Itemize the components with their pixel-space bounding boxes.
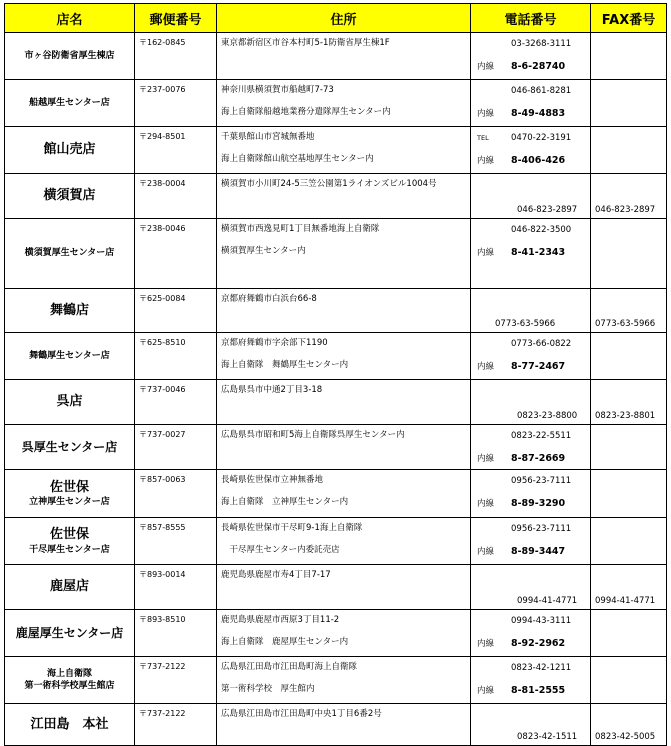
header-phone: 電話番号 (471, 4, 591, 33)
fax (591, 425, 667, 470)
table-row (5, 518, 667, 565)
fax (591, 518, 667, 565)
fax (591, 333, 667, 380)
phone: 046-861-8281 内線 8-49-4883 (471, 80, 591, 127)
postal-code: 〒238-0004 (135, 174, 217, 219)
table-row (5, 289, 667, 333)
address: 広島県江田島市江田島町中央1丁目6番2号 (217, 704, 471, 746)
fax: 0773-63-5966 (591, 289, 667, 333)
table-row (5, 33, 667, 80)
fax: 0994-41-4771 (591, 565, 667, 610)
store-table (4, 3, 667, 746)
store-name: 呉店 (5, 380, 135, 425)
table-row (5, 80, 667, 127)
postal-code: 〒294-8501 (135, 127, 217, 174)
table-row (5, 610, 667, 657)
phone: 0994-41-4771 (471, 565, 591, 610)
phone: 0823-23-8800 (471, 380, 591, 425)
address: 長崎県佐世保市立神無番地 海上自衛隊 立神厚生センター内 (217, 470, 471, 518)
address: 広島県江田島市江田島町海上自衛隊 第一術科学校 厚生館内 (217, 657, 471, 704)
fax (591, 610, 667, 657)
store-name: 横須賀厚生センター店 (5, 219, 135, 289)
postal-code: 〒162-0845 (135, 33, 217, 80)
phone: 03-3268-3111 内線 8-6-28740 (471, 33, 591, 80)
address: 千葉県館山市宮城無番地 海上自衛隊館山航空基地厚生センター内 (217, 127, 471, 174)
postal-code: 〒737-2122 (135, 657, 217, 704)
phone: 0956-23-7111 内線 8-89-3290 (471, 470, 591, 518)
fax (591, 33, 667, 80)
postal-code: 〒737-0027 (135, 425, 217, 470)
postal-code: 〒857-8555 (135, 518, 217, 565)
address: 横須賀市小川町24-5三笠公園第1ライオンズビル1004号 (217, 174, 471, 219)
store-name: 船越厚生センター店 (5, 80, 135, 127)
phone: 046-823-2897 (471, 174, 591, 219)
address: 鹿児島県鹿屋市寿4丁目7-17 (217, 565, 471, 610)
table-row (5, 219, 667, 289)
store-name: 舞鶴厚生センター店 (5, 333, 135, 380)
header-fax: FAX番号 (591, 4, 667, 33)
phone: 0823-22-5511 内線 8-87-2669 (471, 425, 591, 470)
table-row (5, 425, 667, 470)
postal-code: 〒737-0046 (135, 380, 217, 425)
store-name: 鹿屋店 (5, 565, 135, 610)
table-row (5, 657, 667, 704)
postal-code: 〒238-0046 (135, 219, 217, 289)
phone: 0994-43-3111 内線 8-92-2962 (471, 610, 591, 657)
table-row (5, 174, 667, 219)
table-row (5, 380, 667, 425)
store-name: 呉厚生センター店 (5, 425, 135, 470)
address: 京都府舞鶴市白浜台66-8 (217, 289, 471, 333)
table-row (5, 470, 667, 518)
phone: 0773-63-5966 (471, 289, 591, 333)
store-name: 市ヶ谷防衛省厚生棟店 (5, 33, 135, 80)
phone: 0956-23-7111 内線 8-89-3447 (471, 518, 591, 565)
store-name: 海上自衛隊 第一術科学校厚生館店 (5, 657, 135, 704)
table-row (5, 565, 667, 610)
postal-code: 〒893-0014 (135, 565, 217, 610)
store-name: 佐世保 立神厚生センター店 (5, 470, 135, 518)
store-name: 舞鶴店 (5, 289, 135, 333)
header-store-name: 店名 (5, 4, 135, 33)
phone: 0773-66-0822 内線 8-77-2467 (471, 333, 591, 380)
store-name: 館山売店 (5, 127, 135, 174)
postal-code: 〒625-0084 (135, 289, 217, 333)
phone: TEL 0470-22-3191 内線 8-406-426 (471, 127, 591, 174)
header-postal-code: 郵便番号 (135, 4, 217, 33)
address: 広島県呉市昭和町5海上自衛隊呉厚生センター内 (217, 425, 471, 470)
postal-code: 〒857-0063 (135, 470, 217, 518)
phone: 046-822-3500 内線 8-41-2343 (471, 219, 591, 289)
postal-code: 〒737-2122 (135, 704, 217, 746)
postal-code: 〒625-8510 (135, 333, 217, 380)
fax (591, 219, 667, 289)
address: 東京都新宿区市谷本村町5-1防衛省厚生棟1F (217, 33, 471, 80)
phone: 0823-42-1511 (471, 704, 591, 746)
postal-code: 〒893-8510 (135, 610, 217, 657)
fax: 0823-23-8801 (591, 380, 667, 425)
fax (591, 470, 667, 518)
table-row (5, 333, 667, 380)
fax (591, 80, 667, 127)
store-name: 横須賀店 (5, 174, 135, 219)
phone: 0823-42-1211 内線 8-81-2555 (471, 657, 591, 704)
table-row (5, 127, 667, 174)
fax: 046-823-2897 (591, 174, 667, 219)
store-name: 江田島 本社 (5, 704, 135, 746)
fax (591, 657, 667, 704)
fax: 0823-42-5005 (591, 704, 667, 746)
store-name: 鹿屋厚生センター店 (5, 610, 135, 657)
address: 横須賀市西逸見町1丁目無番地海上自衛隊 横須賀厚生センター内 (217, 219, 471, 289)
address: 神奈川県横須賀市船越町7-73 海上自衛隊船越地業務分遣隊厚生センター内 (217, 80, 471, 127)
table-row (5, 704, 667, 746)
address: 長崎県佐世保市干尽町9-1海上自衛隊 干尽厚生センター内委託売店 (217, 518, 471, 565)
store-name: 佐世保 干尽厚生センター店 (5, 518, 135, 565)
header-row (5, 4, 667, 33)
postal-code: 〒237-0076 (135, 80, 217, 127)
address: 広島県呉市中通2丁目3-18 (217, 380, 471, 425)
address: 鹿児島県鹿屋市西原3丁目11-2 海上自衛隊 鹿屋厚生センター内 (217, 610, 471, 657)
fax (591, 127, 667, 174)
address: 京都府舞鶴市字余部下1190 海上自衛隊 舞鶴厚生センター内 (217, 333, 471, 380)
header-address: 住所 (217, 4, 471, 33)
